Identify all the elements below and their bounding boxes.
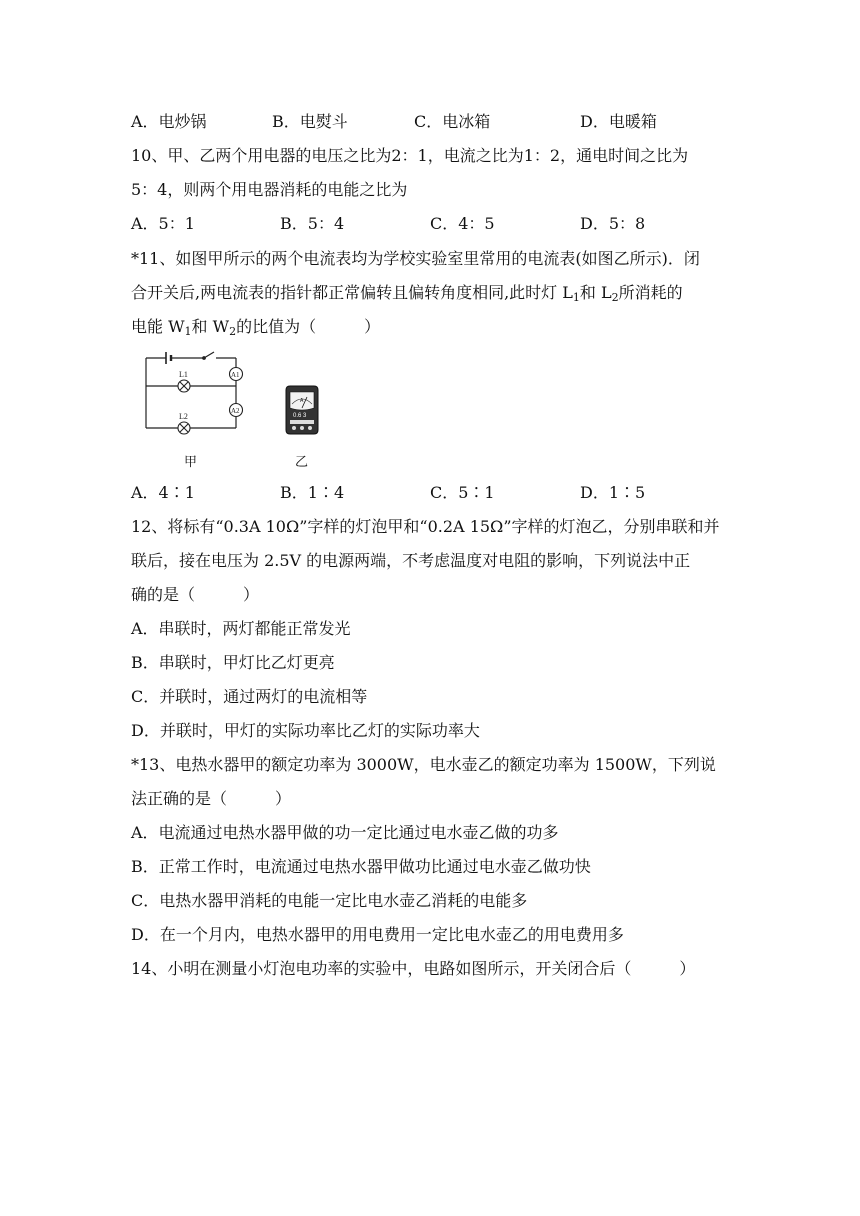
circuit-diagram	[138, 350, 250, 436]
label-l2: L2	[179, 412, 188, 421]
q12-option-a: A．串联时，两灯都能正常发光	[131, 619, 351, 638]
q9-option-a: A．电炒锅	[131, 112, 207, 131]
meter-scale: 0.6 3	[293, 413, 307, 419]
q13-option-a: A．电流通过电热水器甲做的功一定比通过电水壶乙做的功多	[131, 823, 559, 842]
q13-stem-line1: *13、电热水器甲的额定功率为 3000W，电水壶乙的额定功率为 1500W，下列说	[131, 755, 716, 774]
q10-option-b: B．5：4	[280, 214, 345, 233]
q10-option-d: D．5：8	[580, 214, 646, 233]
ammeter-figure	[282, 384, 322, 436]
q11-stem-line3: 电能 $W_1$和 $W_2$的比值为（ ）	[131, 317, 381, 338]
q12-stem-line1: 12、将标有“0.3A 10Ω”字样的灯泡甲和“0.2A 15Ω”字样的灯泡乙，分别串联和并	[131, 517, 720, 536]
figure-caption-yi: 乙	[295, 455, 309, 470]
q13-option-d: D．在一个月内，电热水器甲的用电费用一定比电水壶乙的用电费用多	[131, 925, 624, 944]
label-a1: A1	[231, 371, 240, 379]
q11-stem-line2: 合开关后,两电流表的指针都正常偏转且偏转角度相同,此时灯 $L_1$和 $L_2$所消耗的	[131, 283, 683, 304]
figure-caption-jia: 甲	[184, 455, 198, 470]
q9-option-d: D．电暖箱	[580, 112, 657, 131]
q11-option-a: A．4∶1	[131, 483, 195, 502]
q11-stem-line1: *11、如图甲所示的两个电流表均为学校实验室里常用的电流表(如图乙所示)．闭	[131, 249, 700, 268]
q12-stem-line2: 联后，接在电压为 2.5V 的电源两端，不考虑温度对电阻的影响，下列说法中正	[131, 551, 691, 570]
q12-stem-line3: 确的是（ ）	[131, 585, 260, 604]
q13-option-b: B．正常工作时，电流通过电热水器甲做功比通过电水壶乙做功快	[131, 857, 591, 876]
q12-option-d: D．并联时，甲灯的实际功率比乙灯的实际功率大	[131, 721, 480, 740]
meter-letter: A	[300, 398, 304, 404]
label-a2: A2	[231, 407, 240, 415]
q11-option-d: D．1∶5	[580, 483, 646, 502]
q9-option-c: C．电冰箱	[414, 112, 491, 131]
q11-option-c: C．5∶1	[430, 483, 495, 502]
q13-stem-line2: 法正确的是（ ）	[131, 789, 292, 808]
q10-stem-line1: 10、甲、乙两个用电器的电压之比为2：1，电流之比为1：2，通电时间之比为	[131, 146, 689, 165]
q10-option-a: A．5：1	[131, 214, 195, 233]
q10-option-c: C．4：5	[430, 214, 495, 233]
q14-stem-line1: 14、小明在测量小灯泡电功率的实验中，电路如图所示，开关闭合后（ ）	[131, 959, 696, 978]
q9-option-b: B．电熨斗	[272, 112, 348, 131]
q10-stem-line2: 5：4，则两个用电器消耗的电能之比为	[131, 180, 408, 199]
q12-option-b: B．串联时，甲灯比乙灯更亮	[131, 653, 335, 672]
label-l1: L1	[179, 370, 188, 379]
q11-option-b: B．1∶4	[280, 483, 345, 502]
q13-option-c: C．电热水器甲消耗的电能一定比电水壶乙消耗的电能多	[131, 891, 528, 910]
q12-option-c: C．并联时，通过两灯的电流相等	[131, 687, 368, 706]
